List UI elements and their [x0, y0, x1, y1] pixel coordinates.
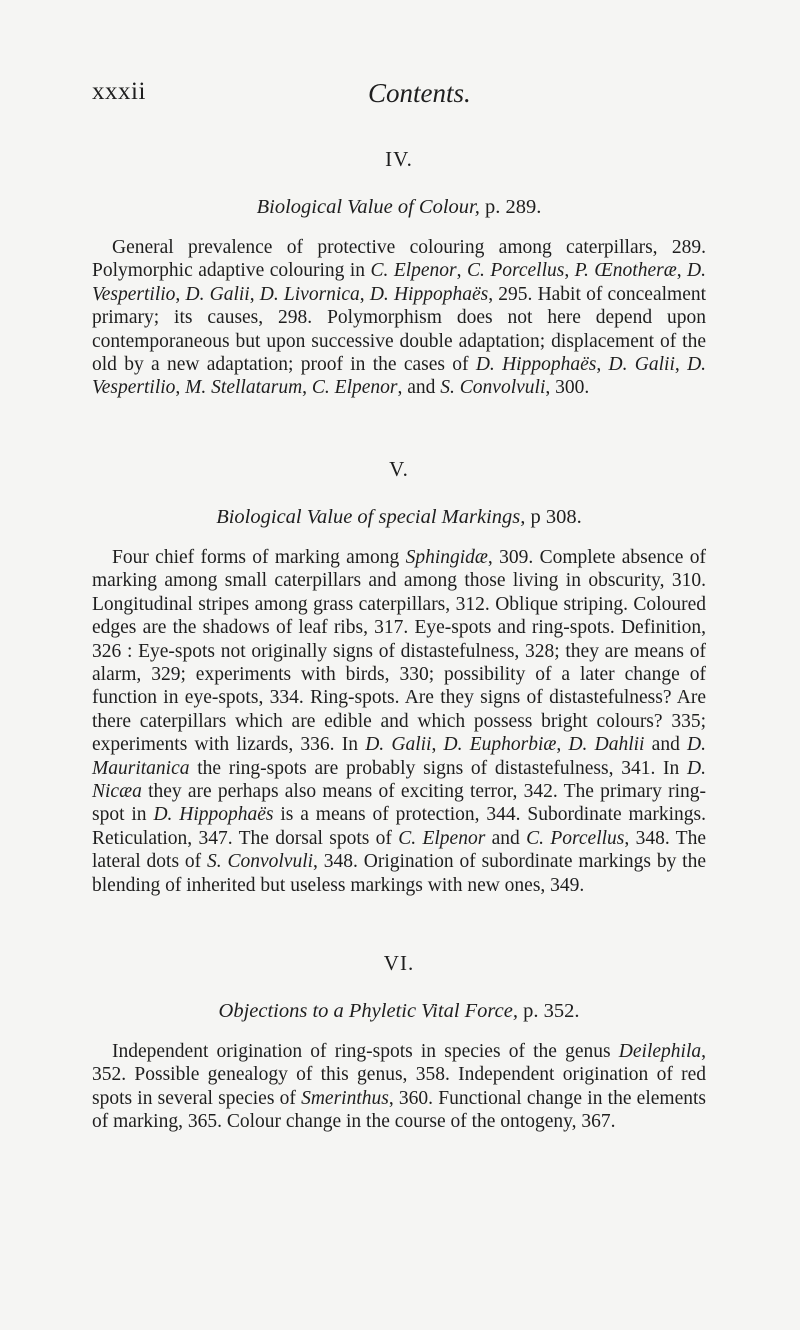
species-name: C. Elpenor: [370, 260, 457, 282]
running-title: Contents.: [368, 78, 471, 108]
text-run: Four chief forms of marking among: [112, 547, 406, 568]
section-page-ref: p 308.: [530, 506, 582, 528]
text-run: ,: [676, 260, 688, 282]
page-number: xxxii: [92, 78, 146, 105]
section-v: [92, 457, 706, 897]
text-run: , 348. Origination of subordinate markings by the blending of inherited but useless markings with new ones, 349.: [92, 851, 706, 896]
species-name: Deilephila: [618, 1041, 702, 1062]
section-numeral: V.: [389, 457, 409, 481]
section-title: [92, 506, 706, 529]
section-title-text: Objections to a Phyletic Vital Force,: [218, 1000, 518, 1022]
text-run: they are perhaps also means of exciting terror, 342. The primary ring-spot in: [92, 781, 706, 826]
text-run: ,: [674, 354, 688, 376]
body-paragraph: [92, 236, 706, 400]
text-run: General prevalence of protective colouring among caterpillars, 289. Polymorphic adaptive colouring in: [92, 237, 706, 282]
text-run: and: [644, 734, 688, 756]
section-page-ref: p. 352.: [523, 1000, 580, 1022]
species-name: D. Galii: [185, 283, 250, 305]
text-run: , and: [397, 377, 441, 399]
species-name: D. Hippophaës: [475, 354, 597, 376]
text-run: , 360. Functional change in the elements of marking, 365. Colour change in the course of the ontogeny, 367.: [92, 1087, 706, 1133]
text-run: ,: [456, 260, 467, 282]
text-run: ,: [556, 734, 569, 756]
section-title-text: Biological Value of special Markings,: [216, 506, 526, 528]
species-name: D. Mauritanica: [92, 734, 706, 779]
text-run: , 348. The lateral dots of: [92, 827, 707, 873]
body-paragraph: [92, 546, 706, 897]
species-name: C. Porcellus: [526, 827, 625, 849]
text-run: , 352. Possible genealogy of this genus, 358. Independent origination of red spots in several species of: [92, 1041, 706, 1109]
species-name: D. Nicæa: [92, 757, 706, 803]
text-run: Independent origination of ring-spots in species of the genus: [112, 1041, 619, 1062]
species-name: D. Dahlii: [568, 734, 645, 756]
text-run: ,: [175, 377, 186, 399]
text-run: ,: [596, 354, 609, 376]
species-name: C. Elpenor: [398, 827, 486, 849]
section-numeral: IV.: [385, 147, 413, 171]
section-body: [92, 236, 706, 400]
species-name: D. Galii: [608, 354, 675, 376]
species-name: D. Hippophaës: [153, 804, 274, 826]
text-run: ,: [564, 260, 575, 282]
text-run: ,: [249, 283, 260, 305]
text-run: , 309. Complete absence of marking among small caterpillars and among those living in obscurity, 310. Longitudinal stripes among grass caterpillars, 312. Oblique striping. Coloured edges are the shadows of leaf ribs, 317. Eye-spots and ring-spots. Definition, 326 : Eye-spots not originally signs of distastefulness, 328; they are means of alarm, 329; experiments with birds, 330; possibility of a later change of function in eye-spots, 334. Ring-spots. Are they signs of distastefulness? Are there caterpillars which are edible and which possess bright colours? 335; experiments with lizards, 336. In: [92, 547, 707, 756]
section-page-ref: p. 289.: [484, 196, 542, 218]
section-body: [92, 546, 706, 897]
text-run: and: [485, 827, 527, 849]
species-name: C. Porcellus: [466, 260, 565, 282]
species-name: S. Convolvuli: [207, 851, 314, 873]
body-paragraph: [92, 1040, 706, 1134]
text-run: ,: [431, 734, 444, 756]
species-name: M. Stellatarum: [185, 377, 303, 399]
species-name: D. Galii: [365, 734, 432, 756]
section-title: [92, 1000, 706, 1023]
species-name: Sphingidæ: [405, 547, 488, 568]
species-name: P. Œnotheræ: [574, 260, 677, 282]
section-numeral: VI.: [383, 951, 415, 975]
text-run: ,: [175, 283, 186, 305]
text-run: ,: [302, 377, 312, 399]
species-name: D. Vespertilio: [92, 354, 707, 399]
text-run: , 300.: [545, 377, 590, 399]
running-head: [92, 78, 708, 112]
text-run: ,: [359, 283, 370, 305]
section-title: [92, 196, 706, 219]
section-body: [92, 1040, 706, 1134]
species-name: Smerinthus: [301, 1087, 389, 1109]
section-vi: [92, 951, 706, 1134]
species-name: D. Hippophaës: [369, 283, 489, 305]
section-title-text: Biological Value of Colour,: [256, 196, 480, 218]
species-name: D. Livornica: [259, 283, 360, 305]
text-run: the ring-spots are probably signs of distastefulness, 341. In: [189, 757, 688, 779]
text-run: , 295. Habit of concealment primary; its causes, 298. Polymorphism does not here depend upon contemporaneous but upon successive double adaptation; displacement of the old by a new adaptation; proof in the cases of: [92, 283, 707, 376]
text-run: is a means of protection, 344. Subordinate markings. Reticulation, 347. The dorsal spots of: [92, 804, 706, 849]
species-name: C. Elpenor: [311, 377, 398, 399]
section-iv: [92, 147, 706, 400]
species-name: D. Vespertilio: [92, 260, 706, 305]
species-name: D. Euphorbiæ: [443, 734, 557, 756]
species-name: S. Convolvuli: [440, 377, 546, 399]
